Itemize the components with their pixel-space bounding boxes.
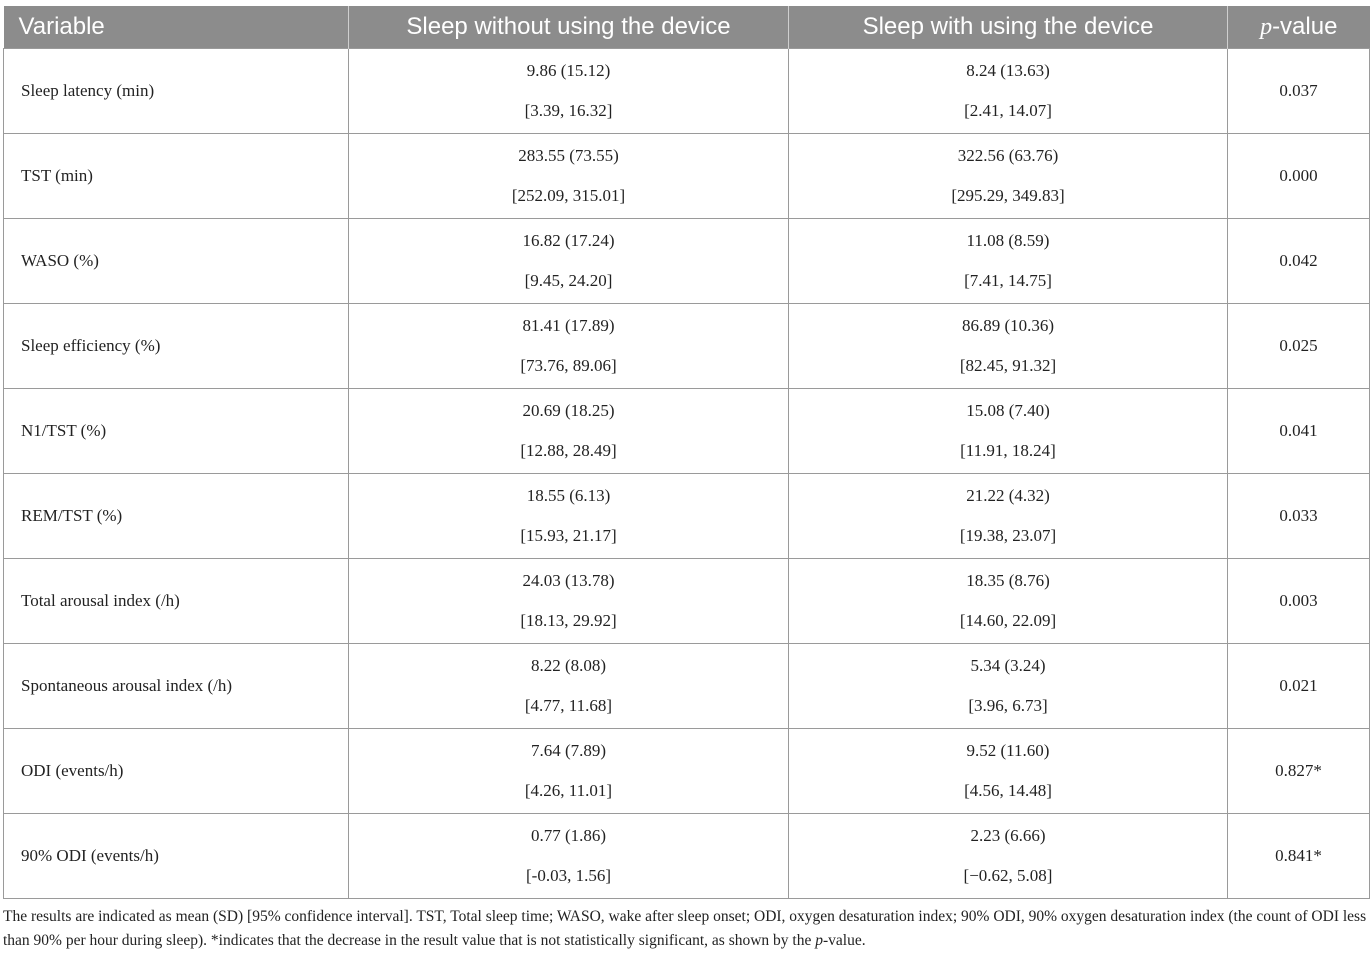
with-device-cell xyxy=(789,474,1228,559)
confidence-interval: [82.45, 91.32] xyxy=(959,356,1057,375)
value-stack xyxy=(349,317,788,375)
without-device-cell xyxy=(349,389,789,474)
mean-sd-value: 24.03 (13.78) xyxy=(522,571,615,590)
variable-cell: ODI (events/h) xyxy=(4,729,349,814)
value-stack xyxy=(789,147,1227,205)
table-body xyxy=(4,49,1370,899)
with-device-cell xyxy=(789,219,1228,304)
value-stack xyxy=(349,657,788,715)
mean-sd-value: 0.77 (1.86) xyxy=(530,826,607,845)
without-device-cell xyxy=(349,134,789,219)
without-device-cell xyxy=(349,49,789,134)
p-value-cell: 0.042 xyxy=(1228,219,1370,304)
p-value-cell: 0.841* xyxy=(1228,814,1370,899)
value-stack xyxy=(789,742,1227,800)
with-device-cell xyxy=(789,49,1228,134)
variable-cell: Spontaneous arousal index (/h) xyxy=(4,644,349,729)
table-header xyxy=(4,6,1370,49)
header-p-value xyxy=(1228,6,1370,49)
mean-sd-value: 81.41 (17.89) xyxy=(522,316,615,335)
with-device-cell xyxy=(789,134,1228,219)
mean-sd-value: 283.55 (73.55) xyxy=(518,146,619,165)
table-row xyxy=(4,304,1370,389)
value-stack xyxy=(789,62,1227,120)
mean-sd-value: 16.82 (17.24) xyxy=(522,231,615,250)
confidence-interval: [4.56, 14.48] xyxy=(964,781,1052,800)
variable-cell: REM/TST (%) xyxy=(4,474,349,559)
confidence-interval: [15.93, 21.17] xyxy=(520,526,617,545)
table-footnote xyxy=(3,905,1369,953)
with-device-cell xyxy=(789,729,1228,814)
confidence-interval: [14.60, 22.09] xyxy=(959,611,1057,630)
value-stack xyxy=(789,232,1227,290)
mean-sd-value: 86.89 (10.36) xyxy=(961,316,1055,335)
confidence-interval: [3.39, 16.32] xyxy=(524,101,613,120)
without-device-cell xyxy=(349,644,789,729)
value-stack xyxy=(349,147,788,205)
value-stack xyxy=(349,487,788,545)
table-row xyxy=(4,219,1370,304)
variable-cell: Sleep efficiency (%) xyxy=(4,304,349,389)
mean-sd-value: 8.22 (8.08) xyxy=(530,656,607,675)
without-device-cell xyxy=(349,814,789,899)
with-device-cell xyxy=(789,644,1228,729)
confidence-interval: [-0.03, 1.56] xyxy=(526,866,611,885)
value-stack xyxy=(349,62,788,120)
header-p-italic: p xyxy=(1260,14,1273,40)
confidence-interval: [3.96, 6.73] xyxy=(968,696,1048,715)
footnote-text-end: -value. xyxy=(823,932,866,949)
mean-sd-value: 7.64 (7.89) xyxy=(530,741,607,760)
table-row xyxy=(4,814,1370,899)
mean-sd-value: 18.35 (8.76) xyxy=(966,571,1050,590)
confidence-interval: [9.45, 24.20] xyxy=(524,271,613,290)
mean-sd-value: 5.34 (3.24) xyxy=(970,656,1046,675)
confidence-interval: [4.77, 11.68] xyxy=(524,696,613,715)
table-row xyxy=(4,474,1370,559)
variable-cell: N1/TST (%) xyxy=(4,389,349,474)
header-row xyxy=(4,6,1370,49)
value-stack xyxy=(789,487,1227,545)
p-value-cell: 0.021 xyxy=(1228,644,1370,729)
confidence-interval: [12.88, 28.49] xyxy=(520,441,617,460)
table-row xyxy=(4,49,1370,134)
value-stack xyxy=(789,402,1227,460)
without-device-cell xyxy=(349,729,789,814)
value-stack xyxy=(789,827,1227,885)
p-value-cell: 0.003 xyxy=(1228,559,1370,644)
header-without-device: Sleep without using the device xyxy=(349,6,789,49)
value-stack xyxy=(349,232,788,290)
header-p-rest: -value xyxy=(1272,13,1338,40)
confidence-interval: [18.13, 29.92] xyxy=(520,611,617,630)
confidence-interval: [7.41, 14.75] xyxy=(964,271,1052,290)
variable-cell: 90% ODI (events/h) xyxy=(4,814,349,899)
p-value-cell: 0.033 xyxy=(1228,474,1370,559)
confidence-interval: [73.76, 89.06] xyxy=(520,356,617,375)
mean-sd-value: 8.24 (13.63) xyxy=(966,61,1050,80)
mean-sd-value: 15.08 (7.40) xyxy=(966,401,1050,420)
without-device-cell xyxy=(349,559,789,644)
without-device-cell xyxy=(349,219,789,304)
confidence-interval: [295.29, 349.83] xyxy=(951,186,1065,205)
results-table xyxy=(3,6,1370,899)
confidence-interval: [4.26, 11.01] xyxy=(524,781,613,800)
variable-cell: TST (min) xyxy=(4,134,349,219)
confidence-interval: [2.41, 14.07] xyxy=(964,101,1052,120)
p-value-cell: 0.025 xyxy=(1228,304,1370,389)
p-value-cell: 0.037 xyxy=(1228,49,1370,134)
mean-sd-value: 322.56 (63.76) xyxy=(957,146,1059,165)
confidence-interval: [252.09, 315.01] xyxy=(511,186,626,205)
variable-cell: Sleep latency (min) xyxy=(4,49,349,134)
variable-cell: Total arousal index (/h) xyxy=(4,559,349,644)
value-stack xyxy=(349,402,788,460)
mean-sd-value: 2.23 (6.66) xyxy=(970,826,1046,845)
mean-sd-value: 21.22 (4.32) xyxy=(966,486,1050,505)
p-value-cell: 0.827* xyxy=(1228,729,1370,814)
mean-sd-value: 9.52 (11.60) xyxy=(966,741,1050,760)
value-stack xyxy=(349,572,788,630)
with-device-cell xyxy=(789,559,1228,644)
table-row xyxy=(4,559,1370,644)
without-device-cell xyxy=(349,474,789,559)
value-stack xyxy=(789,572,1227,630)
confidence-interval: [−0.62, 5.08] xyxy=(963,866,1053,885)
value-stack xyxy=(349,827,788,885)
p-value-cell: 0.000 xyxy=(1228,134,1370,219)
with-device-cell xyxy=(789,389,1228,474)
with-device-cell xyxy=(789,814,1228,899)
with-device-cell xyxy=(789,304,1228,389)
footnote-p-italic: p xyxy=(815,932,823,949)
table-row xyxy=(4,134,1370,219)
confidence-interval: [11.91, 18.24] xyxy=(960,441,1056,460)
p-value-cell: 0.041 xyxy=(1228,389,1370,474)
variable-cell: WASO (%) xyxy=(4,219,349,304)
header-variable: Variable xyxy=(4,6,349,49)
table-row xyxy=(4,389,1370,474)
footnote-text: The results are indicated as mean (SD) [95% confidence interval]. TST, Total sleep time; WASO, wake after sleep onset; ODI, oxygen desaturation index; 90% ODI, 90% oxygen desaturation index (the count of ODI less than 90% per hour during sleep). *indicates that the decrease in the result value that is not statistically significant, as shown by the xyxy=(3,908,1367,949)
table-row xyxy=(4,729,1370,814)
mean-sd-value: 11.08 (8.59) xyxy=(966,231,1050,250)
mean-sd-value: 18.55 (6.13) xyxy=(526,486,611,505)
value-stack xyxy=(789,657,1227,715)
confidence-interval: [19.38, 23.07] xyxy=(959,526,1057,545)
value-stack xyxy=(349,742,788,800)
mean-sd-value: 20.69 (18.25) xyxy=(522,401,615,420)
table-row xyxy=(4,644,1370,729)
header-with-device: Sleep with using the device xyxy=(789,6,1228,49)
value-stack xyxy=(789,317,1227,375)
without-device-cell xyxy=(349,304,789,389)
mean-sd-value: 9.86 (15.12) xyxy=(526,61,611,80)
